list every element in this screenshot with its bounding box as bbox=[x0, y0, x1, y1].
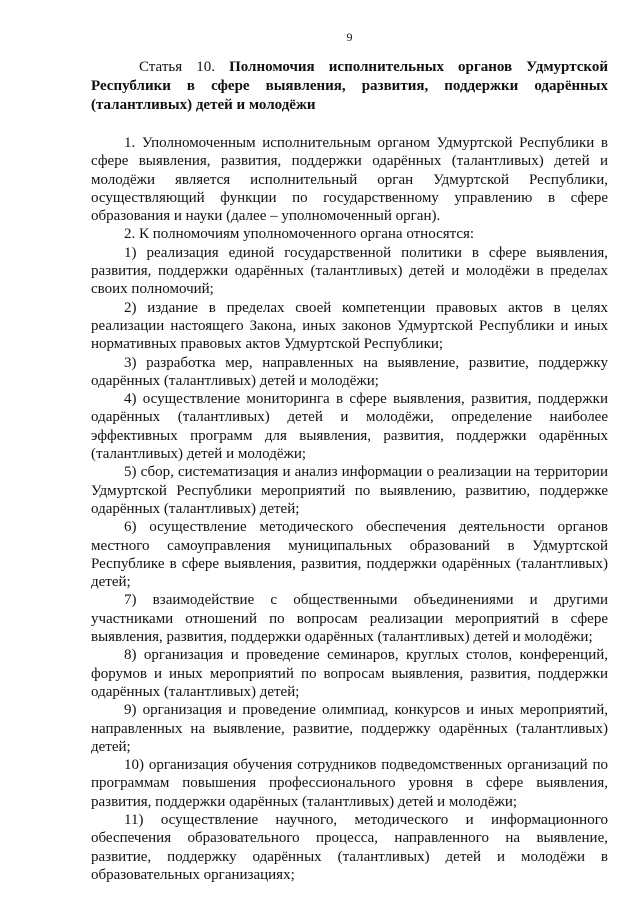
list-item-3: 3) разработка мер, направленных на выявление, развитие, поддержку одарённых (талантливых) детей и молодёжи; bbox=[91, 354, 608, 389]
page-number: 9 bbox=[346, 30, 353, 44]
list-item-4: 4) осуществление мониторинга в сфере выявления, развития, поддержки одарённых (талантливых) детей и молодёжи, определение наиболее эффективных программ для выявления, развития, поддержки одарённых (талантливых) детей и молодёжи; bbox=[91, 391, 608, 463]
paragraph-1: 1. Уполномоченным исполнительным органом Удмуртской Республики в сфере выявления, развития, поддержки одарённых (талантливых) детей и молодёжи является исполнительный орган Удмуртской Республики, осуществляющий функции по государственному управлению в сфере образования и науки (далее – уполномоченный орган). bbox=[91, 135, 608, 225]
list-item-9: 9) организация и проведение олимпиад, конкурсов и иных мероприятий, направленных на выявление, развитие, поддержку одарённых (талантливых) детей; bbox=[91, 702, 608, 755]
article-heading bbox=[91, 58, 608, 115]
list-item-11: 11) осуществление научного, методического и информационного обеспечения образовательного процесса, направленного на выявление, развитие, поддержку одарённых (талантливых) детей и молодёжи в образовательных организациях; bbox=[91, 811, 608, 883]
list-item-6: 6) осуществление методического обеспечения деятельности органов местного самоуправления муниципальных образований в Удмуртской Республике в сфере выявления, развития, поддержки одарённых (талантливых) детей; bbox=[91, 519, 608, 591]
list-item-7: 7) взаимодействие с общественными объединениями и другими участниками отношений по вопросам реализации мероприятий в сфере выявления, развития, поддержки одарённых (талантливых) детей и молодёжи; bbox=[91, 592, 608, 646]
article-title: Полномочия исполнительных органов Удмуртской Республики в сфере выявления, развития, поддержки одарённых (талантливых) детей и молодёжи bbox=[91, 59, 608, 113]
list-item-5: 5) сбор, систематизация и анализ информации о реализации на территории Удмуртской Республики мероприятий по выявлению, развитию, поддержке одарённых (талантливых) детей; bbox=[91, 464, 608, 517]
paragraph-2: 2. К полномочиям уполномоченного органа относятся: bbox=[124, 226, 475, 243]
article-label: Статья 10. bbox=[139, 59, 215, 75]
list-item-1: 1) реализация единой государственной политики в сфере выявления, развития, поддержки одарённых (талантливых) детей и молодёжи в пределах своих полномочий; bbox=[91, 244, 608, 298]
list-item-2: 2) издание в пределах своей компетенции правовых актов в целях реализации настоящего Закона, иных законов Удмуртской Республики и иных нормативных правовых актов Удмуртской Республики; bbox=[91, 299, 608, 353]
list-item-8: 8) организация и проведение семинаров, круглых столов, конференций, форумов и иных мероприятий по вопросам выявления, развития, поддержки одарённых (талантливых) детей; bbox=[91, 647, 608, 700]
list-item-10: 10) организация обучения сотрудников подведомственных организаций по программам повышения профессионального уровня в сфере выявления, развития, поддержки одарённых (талантливых) детей и молодёжи; bbox=[91, 757, 608, 810]
